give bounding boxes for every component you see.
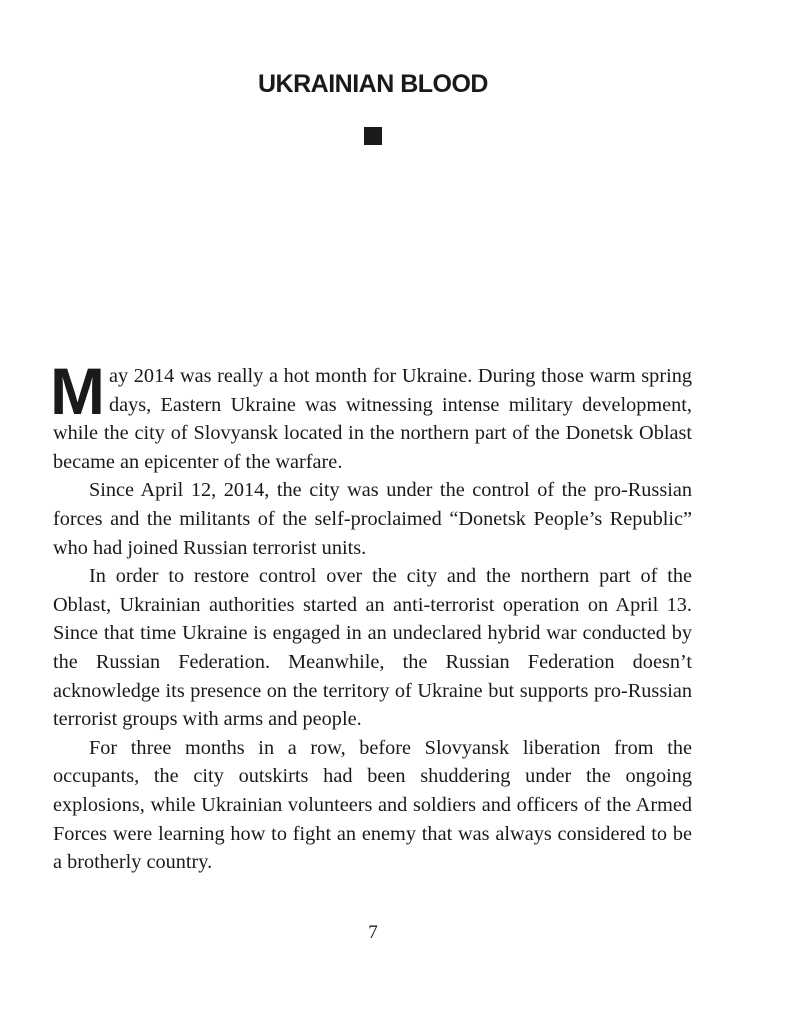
- page-number: 7: [368, 922, 378, 943]
- paragraph-1-text: ay 2014 was really a hot month for Ukraine. During those warm spring days, Eastern Ukraine was witnessing intense military development, while the city of Slovyansk located in the northern part of the Donetsk Oblast became an epicenter of the warfare.: [53, 365, 692, 473]
- drop-cap: M: [50, 354, 105, 428]
- paragraph-4: For three months in a row, before Slovyansk liberation from the occupants, the city outskirts had been shuddering under the ongoing explosions, while Ukrainian volunteers and soldiers and officers of the Armed Forces were learning how to fight an enemy that was always considered to be a brotherly country.: [53, 736, 692, 874]
- paragraph-1: [50, 354, 692, 476]
- chapter-title: UKRAINIAN BLOOD: [258, 70, 488, 98]
- paragraph-2: Since April 12, 2014, the city was under the control of the pro-Russian forces and the militants of the self-proclaimed “Donetsk People’s Republic” who had joined Russian terrorist units.: [53, 479, 692, 559]
- chapter-body: [50, 354, 692, 877]
- title-ornament-square: [364, 127, 382, 145]
- paragraph-3: In order to restore control over the city and the northern part of the Oblast, Ukrainian authorities started an anti-terrorist operation on April 13. Since that time Ukraine is engaged in an undeclared hybrid war conducted by the Russian Federation. Meanwhile, the Russian Federation doesn’t acknowledge its presence on the territory of Ukraine but supports pro-Russian terrorist groups with arms and people.: [53, 565, 692, 731]
